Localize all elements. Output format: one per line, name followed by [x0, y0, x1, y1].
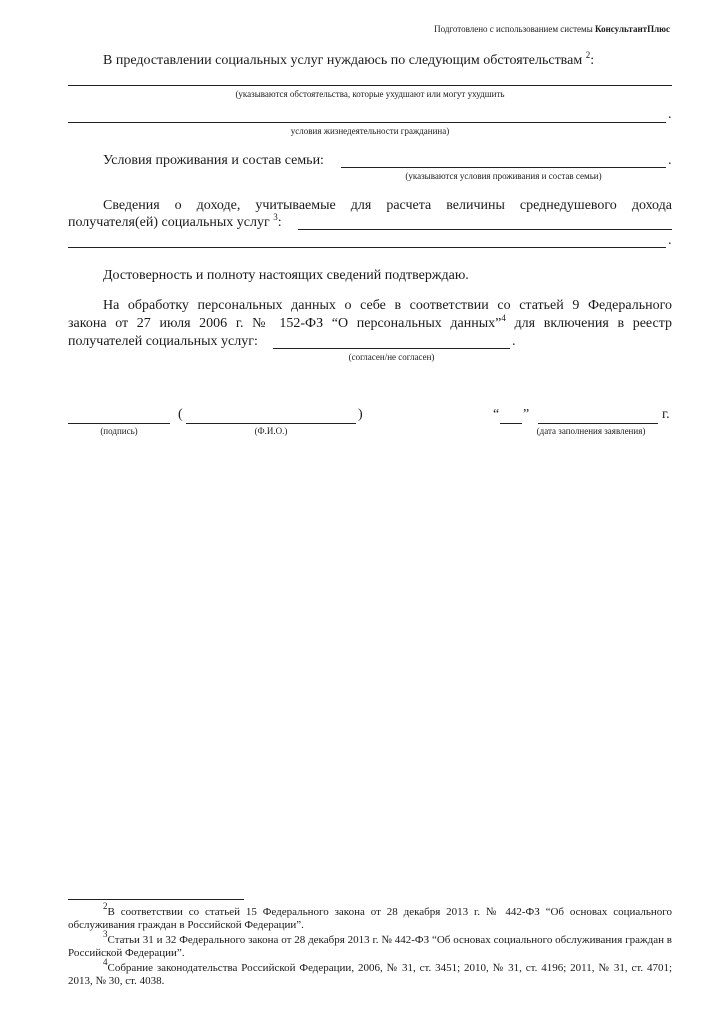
- signature-hint: (подпись): [100, 426, 138, 436]
- date-quote-open: “: [493, 407, 500, 422]
- year-suffix: г.: [662, 407, 670, 422]
- footnote-3-text: Статьи 31 и 32 Федерального закона от 28 декабря 2013 г. № 442-ФЗ “Об основах социального обслуживания граждан в Российской Федерации”.: [68, 934, 672, 959]
- living-conditions-line[interactable]: [341, 167, 666, 168]
- footnote-2-text: В соответствии со статьей 15 Федерального закона от 28 декабря 2013 г. № 442-ФЗ “Об основах социального обслуживания граждан в Российской Федерации”.: [68, 906, 672, 931]
- income-line-2[interactable]: [68, 247, 666, 248]
- colon: :: [590, 53, 595, 68]
- day-line[interactable]: [500, 423, 522, 424]
- footnote-3: [68, 929, 672, 960]
- circumstances-text: В предоставлении социальных услуг нуждаюсь по следующим обстоятельствам: [103, 53, 586, 68]
- page-header: [434, 24, 670, 34]
- colon: :: [277, 215, 282, 230]
- footnote-4-ref: 4: [103, 957, 108, 967]
- fio-open-paren: (: [178, 407, 183, 422]
- footnote-2: [68, 901, 672, 932]
- line-end-dot: .: [668, 107, 672, 122]
- income-label-line-2: [68, 214, 282, 231]
- fio-hint: (Ф.И.О.): [254, 426, 288, 436]
- circumstances-hint-1: (указываются обстоятельства, которые ухудшают или могут ухудшить: [235, 89, 505, 99]
- footnote-4: [68, 957, 672, 988]
- circumstances-line-1[interactable]: [68, 85, 672, 86]
- fio-close-paren: ): [358, 407, 363, 422]
- date-hint: (дата заполнения заявления): [536, 426, 646, 436]
- confirmation-text: Достоверность и полноту настоящих сведений подтверждаю.: [103, 268, 469, 283]
- signature-line[interactable]: [68, 423, 170, 424]
- living-conditions-hint: (указываются условия проживания и состав семьи): [405, 171, 602, 181]
- footnote-ref-3: 3: [273, 212, 278, 222]
- fio-line[interactable]: [186, 423, 356, 424]
- circumstances-line-2[interactable]: [68, 122, 666, 123]
- circumstances-hint-2: условия жизнедеятельности гражданина): [290, 126, 450, 136]
- consent-law: закона от 27 июля 2006 г. № 152-ФЗ “О персональных данных”: [68, 316, 502, 331]
- circumstances-label: [103, 52, 594, 69]
- footnote-ref-4: 4: [501, 313, 506, 323]
- income-text: получателя(ей) социальных услуг: [68, 215, 274, 230]
- consent-registry: для включения в реестр: [505, 316, 672, 331]
- month-year-line[interactable]: [538, 423, 658, 424]
- header-brand: КонсультантПлюс: [595, 24, 670, 34]
- consent-line-2: [68, 315, 672, 332]
- income-label-line-1: Сведения о доходе, учитываемые для расчета величины среднедушевого дохода: [103, 198, 672, 213]
- income-line-1[interactable]: [298, 229, 672, 230]
- consent-hint: (согласен/не согласен): [348, 352, 435, 362]
- footnote-4-text: Собрание законодательства Российской Федерации, 2006, № 31, ст. 3451; 2010, № 31, ст. 4196; 2011, № 31, ст. 4701; 2013, № 30, ст. 4038.: [68, 962, 672, 987]
- date-quote-close: ”: [523, 407, 530, 422]
- footnote-separator: [68, 899, 244, 900]
- footnote-2-ref: 2: [103, 901, 108, 911]
- line-end-dot: .: [668, 153, 672, 168]
- footnote-3-ref: 3: [103, 929, 108, 939]
- living-conditions-label: Условия проживания и состав семьи:: [103, 153, 324, 168]
- consent-answer-line[interactable]: [273, 348, 510, 349]
- line-end-dot: .: [512, 334, 516, 349]
- line-end-dot: .: [668, 233, 672, 248]
- header-prefix: Подготовлено с использованием системы: [434, 24, 596, 34]
- consent-line-3: получателей социальных услуг:: [68, 334, 258, 349]
- footnote-ref-2: 2: [585, 50, 591, 60]
- consent-line-1: На обработку персональных данных о себе в соответствии со статьей 9 Федерального: [103, 298, 672, 313]
